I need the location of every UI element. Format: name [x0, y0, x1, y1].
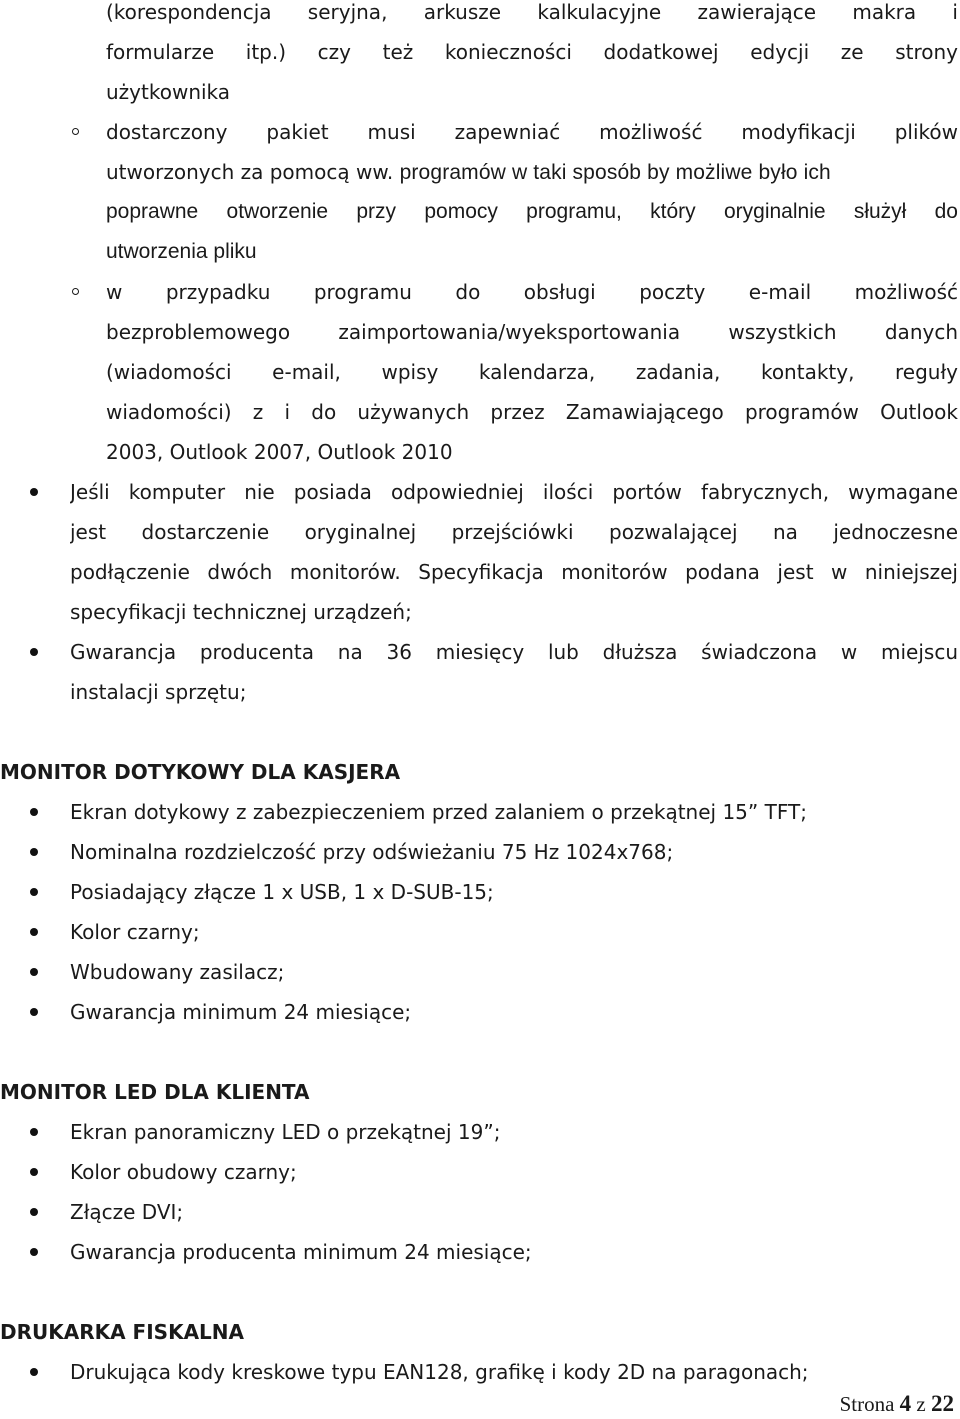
bullet-1-line-1: Jeśli komputer nie posiada odpowiedniej ilości portów fabrycznych, wymagane	[70, 480, 958, 504]
bullet-icon	[30, 888, 38, 896]
footer-z: z	[916, 1392, 926, 1416]
bullet-icon	[30, 488, 38, 496]
list-item: Ekran panoramiczny LED o przekątnej 19”;	[70, 1120, 501, 1144]
list-item: Kolor czarny;	[70, 920, 200, 944]
hollow-bullet-icon	[72, 288, 79, 295]
sub-bullet-1-line-3: poprawne otworzenie przy pomocy programu, który oryginalnie służył do	[106, 200, 958, 223]
list-item: Drukująca kody kreskowe typu EAN128, grafikę i kody 2D na paragonach;	[70, 1360, 809, 1384]
intro-line-3: użytkownika	[106, 80, 231, 104]
intro-line-1: (korespondencja seryjna, arkusze kalkulacyjne zawierające makra i	[106, 0, 958, 24]
list-item: Ekran dotykowy z zabezpieczeniem przed zalaniem o przekątnej 15” TFT;	[70, 800, 807, 824]
sub-bullet-2-line-3: (wiadomości e-mail, wpisy kalendarza, zadania, kontakty, reguły	[106, 360, 958, 384]
hollow-bullet-icon	[72, 128, 79, 135]
bullet-1-line-3: podłączenie dwóch monitorów. Specyfikacja monitorów podana jest w niniejszej	[70, 560, 958, 584]
bullet-icon	[30, 1008, 38, 1016]
sub-bullet-2-line-4: wiadomości) z i do używanych przez Zamawiającego programów Outlook	[106, 400, 958, 424]
sub-bullet-1-line-1: dostarczony pakiet musi zapewniać możliwość modyfikacji plików	[106, 120, 958, 144]
intro-line-2: formularze itp.) czy też konieczności dodatkowej edycji ze strony	[106, 40, 958, 64]
bullet-icon	[30, 1248, 38, 1256]
bullet-1-line-4: specyfikacji technicznej urządzeń;	[70, 600, 412, 624]
page-footer	[840, 1390, 954, 1418]
list-item: Złącze DVI;	[70, 1200, 184, 1224]
list-item: Kolor obudowy czarny;	[70, 1160, 297, 1184]
bullet-2-line-2: instalacji sprzętu;	[70, 680, 247, 704]
bullet-icon	[30, 928, 38, 936]
sub-bullet-2-line-1: w przypadku programu do obsługi poczty e-mail możliwość	[106, 280, 958, 304]
bullet-icon	[30, 1208, 38, 1216]
sub-bullet-1-line-2a: utworzonych za pomocą ww.	[106, 160, 394, 184]
sub-bullet-1-line-4: utworzenia pliku	[106, 240, 257, 263]
list-item: Gwarancja minimum 24 miesiące;	[70, 1000, 412, 1024]
bullet-icon	[30, 1128, 38, 1136]
bullet-icon	[30, 808, 38, 816]
sub-bullet-2-line-2: bezproblemowego zaimportowania/wyeksportowania wszystkich danych	[106, 320, 958, 344]
bullet-icon	[30, 1168, 38, 1176]
sub-bullet-1-line-2	[106, 152, 958, 192]
footer-strona: Strona	[839, 1392, 895, 1416]
bullet-icon	[30, 648, 38, 656]
sub-bullet-2-line-5: 2003, Outlook 2007, Outlook 2010	[106, 440, 453, 464]
list-item: Wbudowany zasilacz;	[70, 960, 285, 984]
list-item: Nominalna rozdzielczość przy odświeżaniu 75 Hz 1024x768;	[70, 840, 674, 864]
footer-page-number: 4	[899, 1391, 912, 1416]
bullet-icon	[30, 1368, 38, 1376]
bullet-icon	[30, 968, 38, 976]
section-heading-monitor-klient: MONITOR LED DLA KLIENTA	[0, 1080, 310, 1104]
bullet-2-line-1: Gwarancja producenta na 36 miesięcy lub dłuższa świadczona w miejscu	[70, 640, 958, 664]
list-item: Gwarancja producenta minimum 24 miesiące;	[70, 1240, 532, 1264]
section-heading-monitor-kasjer: MONITOR DOTYKOWY DLA KASJERA	[0, 760, 401, 784]
bullet-1-line-2: jest dostarczenie oryginalnej przejściówki pozwalającej na jednoczesne	[70, 520, 958, 544]
list-item: Posiadający złącze 1 x USB, 1 x D-SUB-15;	[70, 880, 494, 904]
sub-bullet-1-line-2b: programów w taki sposób by możliwe było ich	[399, 161, 831, 184]
section-heading-drukarka: DRUKARKA FISKALNA	[0, 1320, 245, 1344]
footer-total-pages: 22	[931, 1391, 954, 1416]
bullet-icon	[30, 848, 38, 856]
